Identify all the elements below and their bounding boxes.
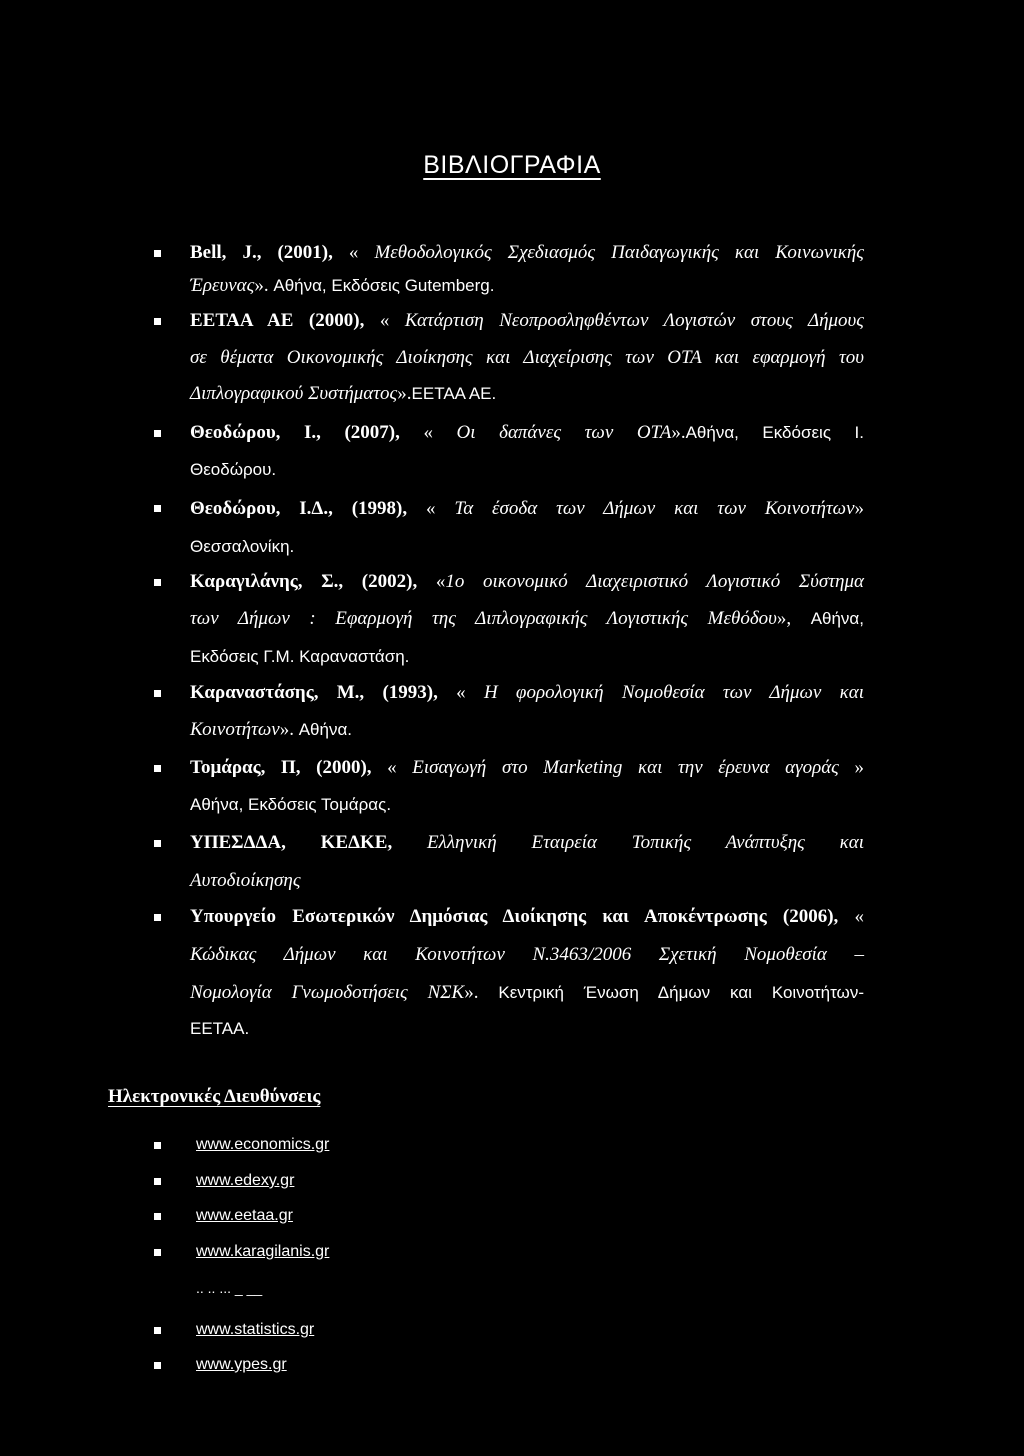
reference-title: Έρευνας: [190, 275, 255, 296]
reference-author: Bell, J., (2001),: [190, 242, 333, 263]
reference-author: ΥΠΕΣΔΔΑ, ΚΕΔΚΕ,: [190, 832, 393, 853]
link-edexy[interactable]: www.edexy.gr: [196, 1172, 295, 1189]
reference-author: Θεοδώρου, Ι., (2007),: [190, 422, 400, 443]
reference-author: Θεοδώρου, Ι.Δ., (1998),: [190, 498, 408, 519]
reference-publisher: Θεοδώρου.: [190, 460, 277, 479]
reference-title: Μεθοδολογικός Σχεδιασμός Παιδαγωγικής και Κοινωνικής: [374, 242, 865, 263]
elided-link-text: .. .. ... _ __: [196, 1280, 263, 1296]
reference-title: Ελληνική Εταιρεία Τοπικής Ανάπτυξης και: [426, 832, 864, 853]
bibliography-list: Bell, J., (2001), « Μεθοδολογικός Σχεδιασμός Παιδαγωγικής και Κοινωνικής Έρευνας». Αθήνα, Εκδόσεις Gutemberg. ΕΕΤΑΑ ΑΕ (2000), « Κατάρτιση Νεοπροσληφθέντων Λογιστών στους Δήμους σε θέματα Οικονομικής Διοίκησης και Διαχείρισης των ΟΤΑ και εφαρμογή του Διπλογραφικού Συστήματος».ΕΕΤΑΑ ΑΕ. Θεοδώρου, Ι., (2007), « Οι δαπάνες των ΟΤΑ».Αθήνα, Εκδόσεις Ι. Θεοδώρου. Θεοδώρου, Ι.Δ., (1998), « Τα έσοδα των Δήμων και των Κοινοτήτων» Θεσσαλονίκη. Καραγιλάνης, Σ., (2002), «1ο οικονομικό Διαχειριστικό Λογιστικό Σύστημα των Δήμων : Εφαρμογή της Διπλογραφικής Λογιστικής Μεθόδου», Αθήνα, Εκδόσεις Γ.Μ. Καραναστάση. Καραναστάσης, Μ., (1993), « Η φορολογική Νομοθεσία των Δήμων και Κοινοτήτων». Αθήνα. Τομάρας, Π, (2000), « Εισαγωγή στο Marketing και την έρευνα αγοράς » Αθήνα, Εκδόσεις Τομάρας. ΥΠΕΣΔΔΑ, ΚΕΔΚΕ, Ελληνική Εταιρεία Τοπικής Ανάπτυξης και Αυτοδιοίκησης Υπουργείο Εσωτερικών Δημόσιας Διοίκησης και Αποκέντρωσης (2006), « Κώδικας Δήμων και Κοινοτήτων Ν.3463/2006 Σχετική Νομοθεσία – Νομολογία Γνωμοδοτήσεις ΝΣΚ». Κεντρική Ένωση Δήμων και Κοινοτήτων- ΕΕΤΑΑ.: [0, 0, 1024, 1456]
reference-title: σε θέματα Οικονομικής Διοίκησης και Διαχείρισης των ΟΤΑ και εφαρμογή του: [190, 347, 864, 368]
link-statistics[interactable]: www.statistics.gr: [196, 1321, 315, 1338]
reference-publisher: Κεντρική Ένωση Δήμων και Κοινοτήτων-: [498, 983, 864, 1002]
reference-publisher: Αθήνα.: [298, 720, 353, 739]
bullet-icon: [154, 250, 161, 257]
bullet-icon: [154, 765, 161, 772]
bullet-icon: [154, 1142, 161, 1149]
link-economics[interactable]: www.economics.gr: [196, 1136, 330, 1153]
bullet-icon: [154, 690, 161, 697]
reference-author: Υπουργείο Εσωτερικών Δημόσιας Διοίκησης και Αποκέντρωσης (2006),: [190, 906, 839, 927]
reference-publisher: Αθήνα, Εκδόσεις Gutemberg.: [273, 276, 495, 295]
reference-publisher: Εκδόσεις Γ.Μ. Καραναστάση.: [190, 647, 410, 666]
reference-publisher: ΕΕΤΑΑ ΑΕ.: [411, 384, 497, 403]
reference-title: Διπλογραφικού Συστήματος: [190, 383, 398, 404]
bullet-icon: [154, 914, 161, 921]
reference-title: των Δήμων : Εφαρμογή της Διπλογραφικής Λογιστικής Μεθόδου: [190, 608, 777, 629]
link-ypes[interactable]: www.ypes.gr: [196, 1356, 287, 1373]
reference-author: Τομάρας, Π, (2000),: [190, 757, 372, 778]
reference-publisher: Αθήνα, Εκδόσεις Ι.: [685, 423, 865, 442]
reference-publisher: Αθήνα, Εκδόσεις Τομάρας.: [190, 795, 392, 814]
link-eetaa[interactable]: www.eetaa.gr: [196, 1207, 293, 1224]
reference-title: Τα έσοδα των Δήμων και των Κοινοτήτων: [454, 498, 855, 519]
reference-author: Καραγιλάνης, Σ., (2002),: [190, 571, 418, 592]
reference-author: ΕΕΤΑΑ ΑΕ (2000),: [190, 310, 365, 331]
reference-title: 1ο οικονομικό Διαχειριστικό Λογιστικό Σύστημα: [445, 571, 864, 592]
reference-publisher: Θεσσαλονίκη.: [190, 537, 295, 556]
links-heading: Ηλεκτρονικές Διευθύνσεις: [108, 1086, 321, 1107]
page-title: ΒΙΒΛΙΟΓΡΑΦΙΑ: [423, 151, 601, 179]
bullet-icon: [154, 318, 161, 325]
reference-title: Κοινοτήτων: [190, 719, 280, 740]
bullet-icon: [154, 430, 161, 437]
bullet-icon: [154, 1327, 161, 1334]
bullet-icon: [154, 1178, 161, 1185]
reference-publisher: ΕΕΤΑΑ.: [190, 1019, 250, 1038]
reference-title: Κώδικας Δήμων και Κοινοτήτων Ν.3463/2006 Σχετική Νομοθεσία –: [190, 944, 864, 965]
reference-title: Νομολογία Γνωμοδοτήσεις ΝΣΚ: [190, 982, 465, 1003]
bullet-icon: [154, 1213, 161, 1220]
reference-title: Η φορολογική Νομοθεσία των Δήμων και: [483, 682, 865, 703]
bullet-icon: [154, 840, 161, 847]
reference-author: Καραναστάσης, Μ., (1993),: [190, 682, 438, 703]
link-karagilanis[interactable]: www.karagilanis.gr: [196, 1243, 330, 1260]
reference-publisher: Αθήνα,: [810, 609, 864, 628]
reference-title: Αυτοδιοίκησης: [190, 870, 301, 891]
bullet-icon: [154, 579, 161, 586]
bullet-icon: [154, 1249, 161, 1256]
reference-title: Οι δαπάνες των ΟΤΑ: [456, 422, 672, 443]
bullet-icon: [154, 505, 161, 512]
reference-title: Εισαγωγή στο Marketing και την έρευνα αγοράς: [412, 757, 839, 778]
reference-title: Κατάρτιση Νεοπροσληφθέντων Λογιστών στους Δήμους: [404, 310, 864, 331]
bullet-icon: [154, 1362, 161, 1369]
